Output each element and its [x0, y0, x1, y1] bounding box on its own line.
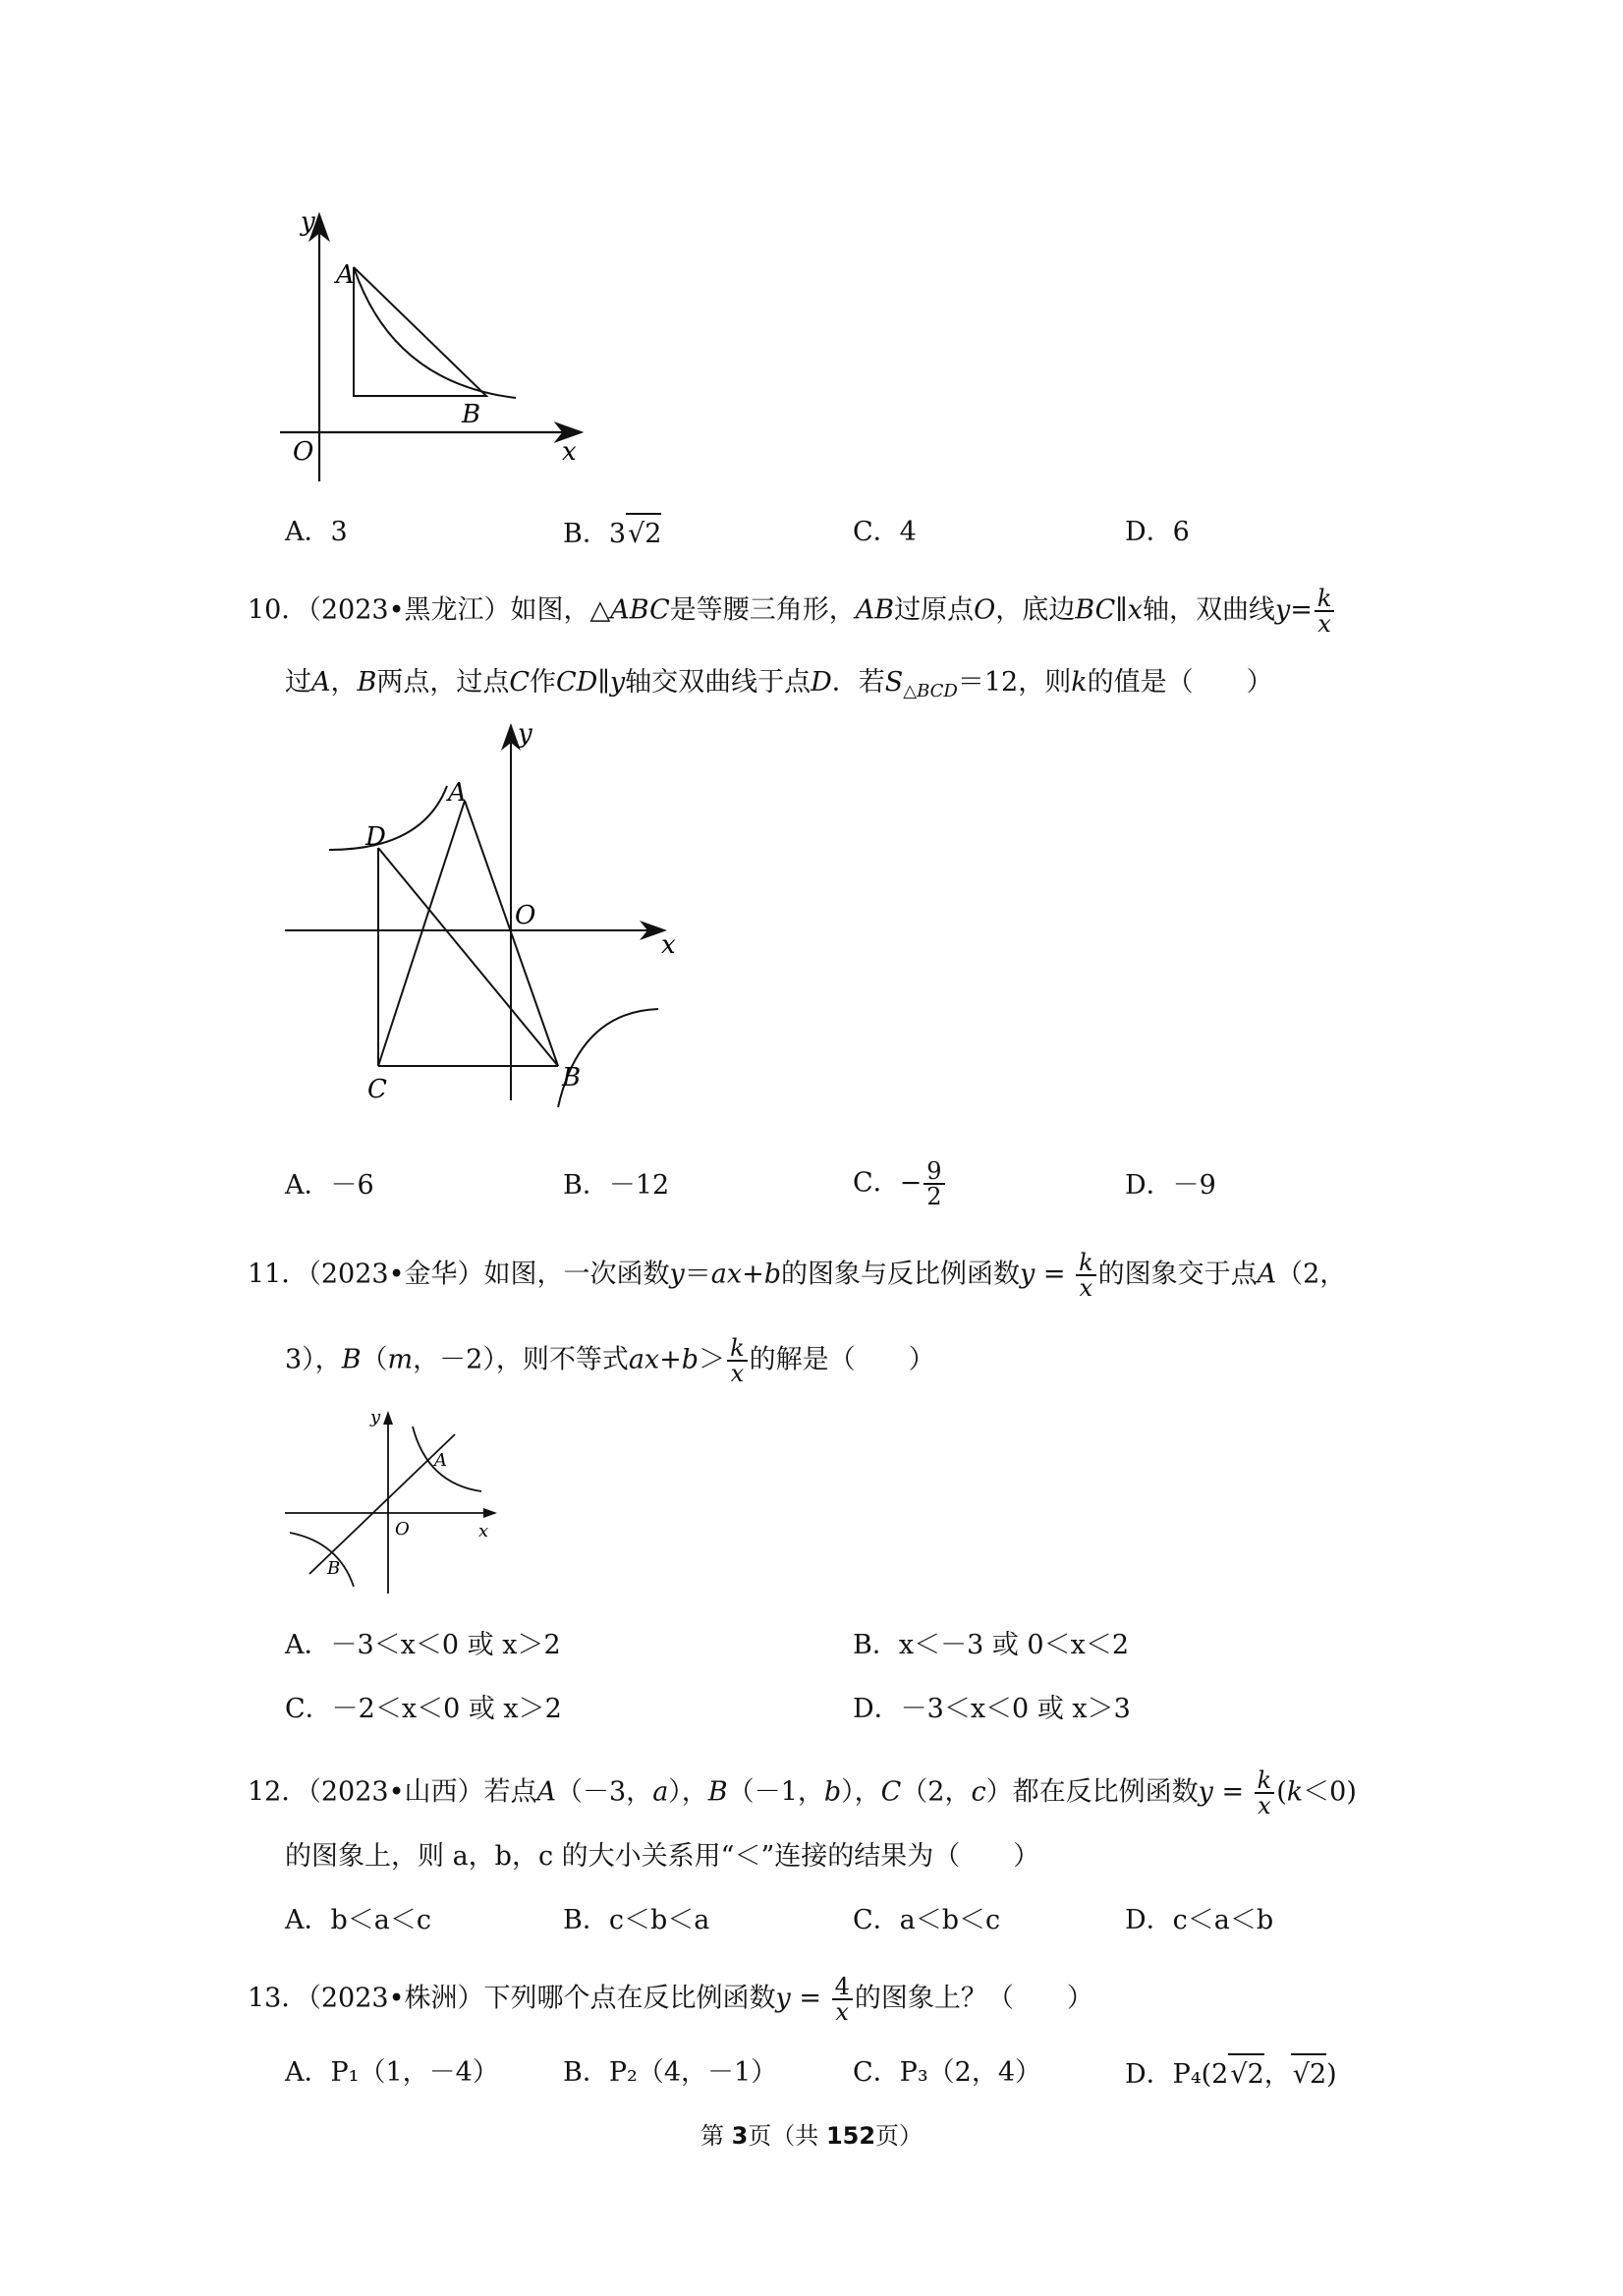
- label-x: x: [478, 1521, 489, 1541]
- q11-line-1: 11．（2023•金华）如图，一次函数y＝ax+b的图象与反比例函数y = $\frac{k}{x}$ 的图象交于点A（2，: [248, 1249, 1347, 1302]
- label-b: B: [562, 1063, 582, 1092]
- q9-option-a[interactable]: A．3: [285, 517, 348, 547]
- q13-option-d[interactable]: D．P₄(2√2，√2): [1125, 2053, 1337, 2095]
- label-b: B: [462, 400, 481, 429]
- figure-q11: [280, 1405, 506, 1601]
- q13-option-c[interactable]: C．P₃（2，4）: [853, 2057, 1042, 2088]
- q10-option-d[interactable]: D．－9: [1125, 1170, 1216, 1201]
- label-x: x: [562, 437, 577, 467]
- q9-option-c[interactable]: C．4: [853, 517, 917, 547]
- label-y: y: [301, 207, 315, 237]
- x-axis-arrow: [483, 1508, 497, 1518]
- q11-line-2: 3），B（m，－2），则不等式ax+b＞ $\frac{k}{x}$ 的解是（ ）: [285, 1334, 935, 1387]
- q11-option-d[interactable]: D．－3＜x＜0 或 x＞3: [853, 1694, 1131, 1724]
- q13-option-a[interactable]: A．P₁（1，－4）: [285, 2057, 499, 2088]
- label-y: y: [518, 719, 532, 749]
- q10-line-1: 10．（2023•黑龙江）如图，△ABC是等腰三角形，AB过原点O，底边BC∥x轴，双曲线y= $\frac{k}{x}$: [248, 587, 1336, 636]
- q11-option-a[interactable]: A．－3＜x＜0 或 x＞2: [285, 1630, 561, 1660]
- label-o: O: [515, 901, 536, 930]
- q10-option-a[interactable]: A．－6: [285, 1170, 374, 1201]
- q13-line-1: 13．（2023•株洲）下列哪个点在反比例函数y = $\frac{4}{x}$ 的图象上？（ ）: [248, 1973, 1093, 2026]
- label-a: A: [448, 778, 467, 808]
- label-a: A: [336, 260, 355, 290]
- label-d: D: [365, 822, 386, 852]
- q9-option-d[interactable]: D．6: [1125, 517, 1190, 547]
- figure-q10: [275, 712, 698, 1135]
- q10-line-2: 过A，B两点，过点C作CD∥y轴交双曲线于点D．若$S_{\triangle BCD}=12$，则k的值是（ ）: [285, 667, 1273, 701]
- q10-option-c[interactable]: C．− $\frac{9}{2}$: [853, 1159, 947, 1208]
- hyperbola-curve: [354, 267, 516, 398]
- label-o: O: [293, 437, 314, 467]
- label-a: A: [434, 1450, 447, 1471]
- figure-q9: [275, 206, 599, 491]
- q12-option-d[interactable]: D．c＜a＜b: [1125, 1905, 1274, 1935]
- y-axis-arrow: [383, 1411, 393, 1425]
- label-y: y: [370, 1407, 381, 1428]
- q12-option-b[interactable]: B．c＜b＜a: [563, 1905, 710, 1935]
- hyperbola-right-branch: [558, 1009, 658, 1107]
- q12-option-a[interactable]: A．b＜a＜c: [285, 1905, 432, 1935]
- q13-option-b[interactable]: B．P₂（4，－1）: [563, 2057, 778, 2088]
- total-pages: 152: [825, 2122, 876, 2150]
- page-footer: 第 3页（共 152页）: [700, 2122, 923, 2150]
- line-ab: [309, 1434, 455, 1574]
- label-x: x: [661, 930, 676, 960]
- hyperbola-right-branch: [413, 1427, 481, 1491]
- q11-option-b[interactable]: B．x＜－3 或 0＜x＜2: [853, 1630, 1129, 1660]
- q12-line-1: 12．（2023•山西）若点A（－3，a），B（－1，b），C（2，c）都在反比例函数y = $\frac{k}{x}$ (k＜0): [248, 1766, 1357, 1820]
- q11-option-c[interactable]: C．－2＜x＜0 或 x＞2: [285, 1694, 562, 1724]
- q12-option-c[interactable]: C．a＜b＜c: [853, 1905, 1001, 1935]
- triangle-abc: [354, 267, 486, 396]
- hyperbola-left-branch: [329, 786, 447, 850]
- segment-db: [378, 848, 558, 1066]
- page-number: 3: [731, 2122, 749, 2150]
- q10-option-b[interactable]: B．－12: [563, 1170, 670, 1201]
- q12-line-2: 的图象上，则 a，b，c 的大小关系用“＜”连接的结果为（ ）: [285, 1841, 1040, 1872]
- label-b: B: [327, 1558, 341, 1579]
- label-c: C: [367, 1075, 387, 1104]
- q9-option-b[interactable]: B．3√2: [563, 513, 661, 554]
- label-o: O: [395, 1519, 410, 1540]
